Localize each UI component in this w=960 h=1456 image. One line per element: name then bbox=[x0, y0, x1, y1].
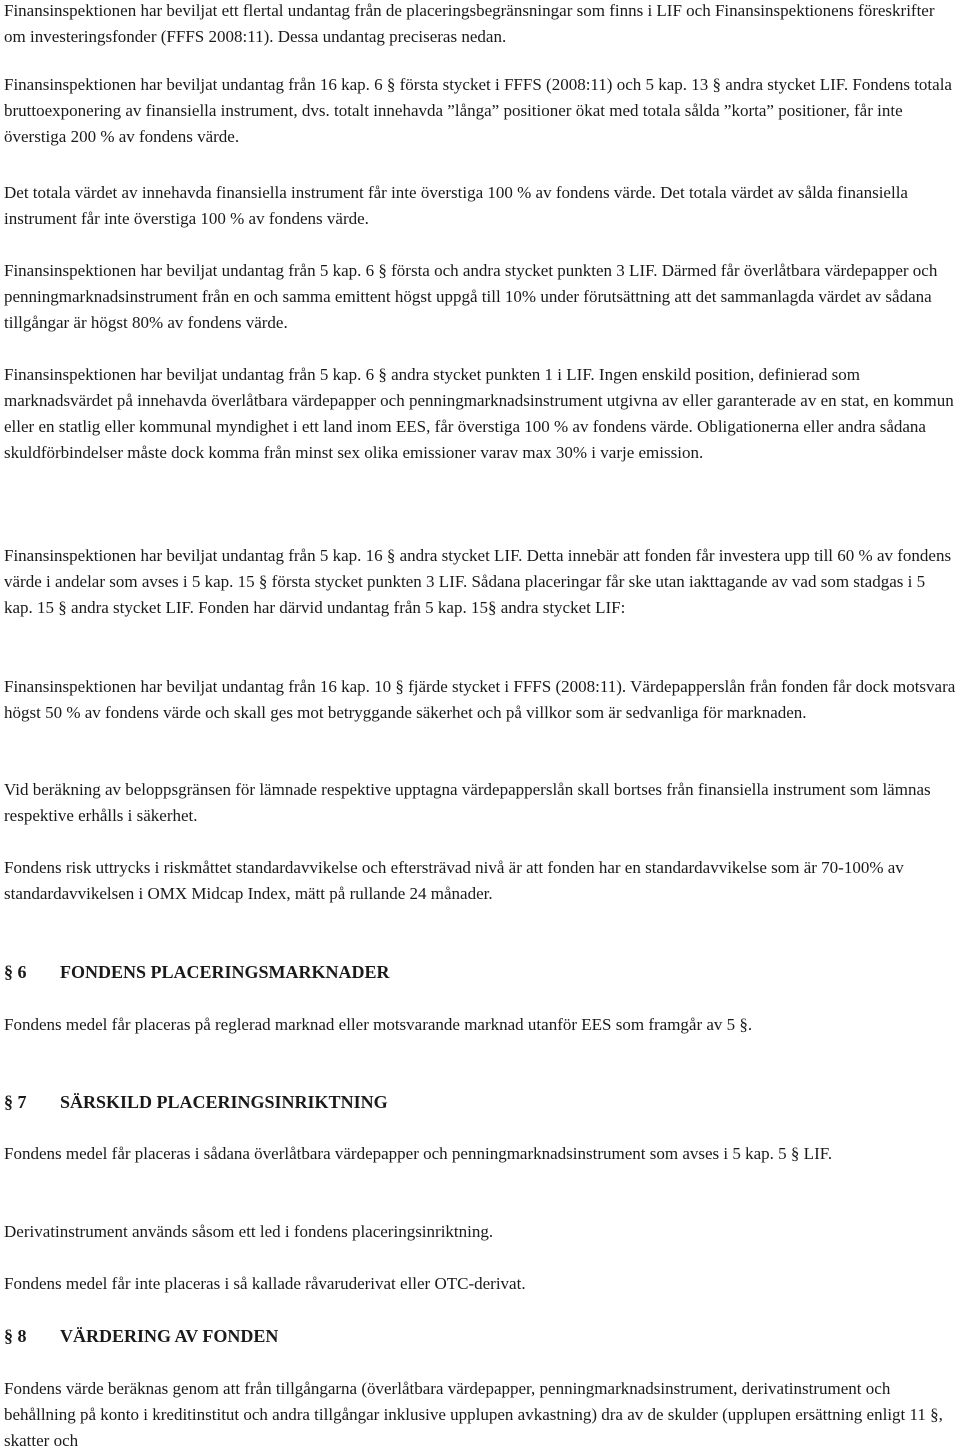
section-number: § 8 bbox=[4, 1326, 27, 1346]
paragraph-exemptions-intro: Finansinspektionen har beviljat ett flertal undantag från de placeringsbegränsningar som finns i LIF och Finansinspektionens föreskrifter om investeringsfonder (FFFS 2008:11). Dessa undantag preciseras nedan. bbox=[4, 1, 935, 46]
section-title: SÄRSKILD PLACERINGSINRIKTNING bbox=[60, 1092, 388, 1112]
paragraph-risk-measure: Fondens risk uttrycks i riskmåttet standardavvikelse och eftersträvad nivå är att fonden har en standardavvikelse som är 70-100% av standardavvikelsen i OMX Midcap Index, mätt på rullande 24 månader. bbox=[4, 858, 904, 903]
paragraph-issuer-limit: Finansinspektionen har beviljat undantag från 5 kap. 6 § första och andra stycket punkten 3 LIF. Därmed får överlåtbara värdepapper och penningmarknadsinstrument från en och samma emittent högst uppgå till 10% under förutsättning att det sammanlagda värdet av sådana tillgångar är högst 80% av fondens värde. bbox=[4, 261, 938, 332]
paragraph-total-value-limits: Det totala värdet av innehavda finansiella instrument får inte överstiga 100 % av fondens värde. Det totala värdet av sålda finansiella instrument får inte överstiga 100 % av fondens värde. bbox=[4, 183, 908, 228]
section-title: FONDENS PLACERINGSMARKNADER bbox=[60, 962, 390, 982]
paragraph-gross-exposure: Finansinspektionen har beviljat undantag från 16 kap. 6 § första stycket i FFFS (2008:11) och 5 kap. 13 § andra stycket LIF. Fondens totala bruttoexponering av finansiella instrument, dvs. totalt innehavda ”långa” positioner ökat med totala sålda ”korta” positioner, får inte överstiga 200 % av fondens värde. bbox=[4, 75, 952, 146]
paragraph-transferable-securities: Fondens medel får placeras i sådana överlåtbara värdepapper och penningmarknadsinstrument som avses i 5 kap. 5 § LIF. bbox=[4, 1144, 833, 1163]
paragraph-no-commodity-derivatives: Fondens medel får inte placeras i så kallade råvaruderivat eller OTC-derivat. bbox=[4, 1274, 526, 1293]
paragraph-derivatives: Derivatinstrument används såsom ett led i fondens placeringsinriktning. bbox=[4, 1222, 494, 1241]
section-title: VÄRDERING AV FONDEN bbox=[60, 1326, 279, 1346]
paragraph-fund-units: Finansinspektionen har beviljat undantag från 5 kap. 16 § andra stycket LIF. Detta innebär att fonden får investera upp till 60 % av fondens värde i andelar som avses i 5 kap. 15 § första stycket punkten 3 LIF. Sådana placeringar får ske utan iakttagande av vad som stadgas i 5 kap. 15 § andra stycket LIF. Fonden har därvid undantag från 5 kap. 15§ andra stycket LIF: bbox=[4, 546, 952, 617]
section-heading-6 bbox=[4, 959, 956, 985]
paragraph-securities-lending: Finansinspektionen har beviljat undantag från 16 kap. 10 § fjärde stycket i FFFS (2008:11). Värdepapperslån från fonden får dock motsvara högst 50 % av fondens värde och skall ges mot betryggande säkerhet och på villkor som är sedvanliga för marknaden. bbox=[4, 677, 956, 722]
paragraph-lending-calculation: Vid beräkning av beloppsgränsen för lämnade respektive upptagna värdepapperslån skall bortses från finansiella instrument som lämnas respektive erhålls i säkerhet. bbox=[4, 780, 931, 825]
paragraph-markets: Fondens medel får placeras på reglerad marknad eller motsvarande marknad utanför EES som framgår av 5 §. bbox=[4, 1015, 753, 1034]
paragraph-valuation: Fondens värde beräknas genom att från tillgångarna (överlåtbara värdepapper, penningmarknadsinstrument, derivatinstrument och behållning på konto i kreditinstitut och andra tillgångar inklusive upplupen avkastning) dra av de skulder (upplupen ersättning enligt 11 §, skatter och bbox=[4, 1379, 943, 1450]
section-number: § 7 bbox=[4, 1092, 27, 1112]
section-heading-7 bbox=[4, 1089, 956, 1115]
section-number: § 6 bbox=[4, 962, 27, 982]
section-heading-8 bbox=[4, 1323, 956, 1349]
paragraph-government-securities: Finansinspektionen har beviljat undantag från 5 kap. 6 § andra stycket punkten 1 i LIF. Ingen enskild position, definierad som marknadsvärdet på innehavda överlåtbara värdepapper och penningmarknadsinstrument utgivna av eller garanterade av en stat, en kommun eller en statlig eller kommunal myndighet i ett land inom EES, får överstiga 100 % av fondens värde. Obligationerna eller andra sådana skuldförbindelser måste dock komma från minst sex olika emissioner varav max 30% i varje emission. bbox=[4, 365, 954, 462]
